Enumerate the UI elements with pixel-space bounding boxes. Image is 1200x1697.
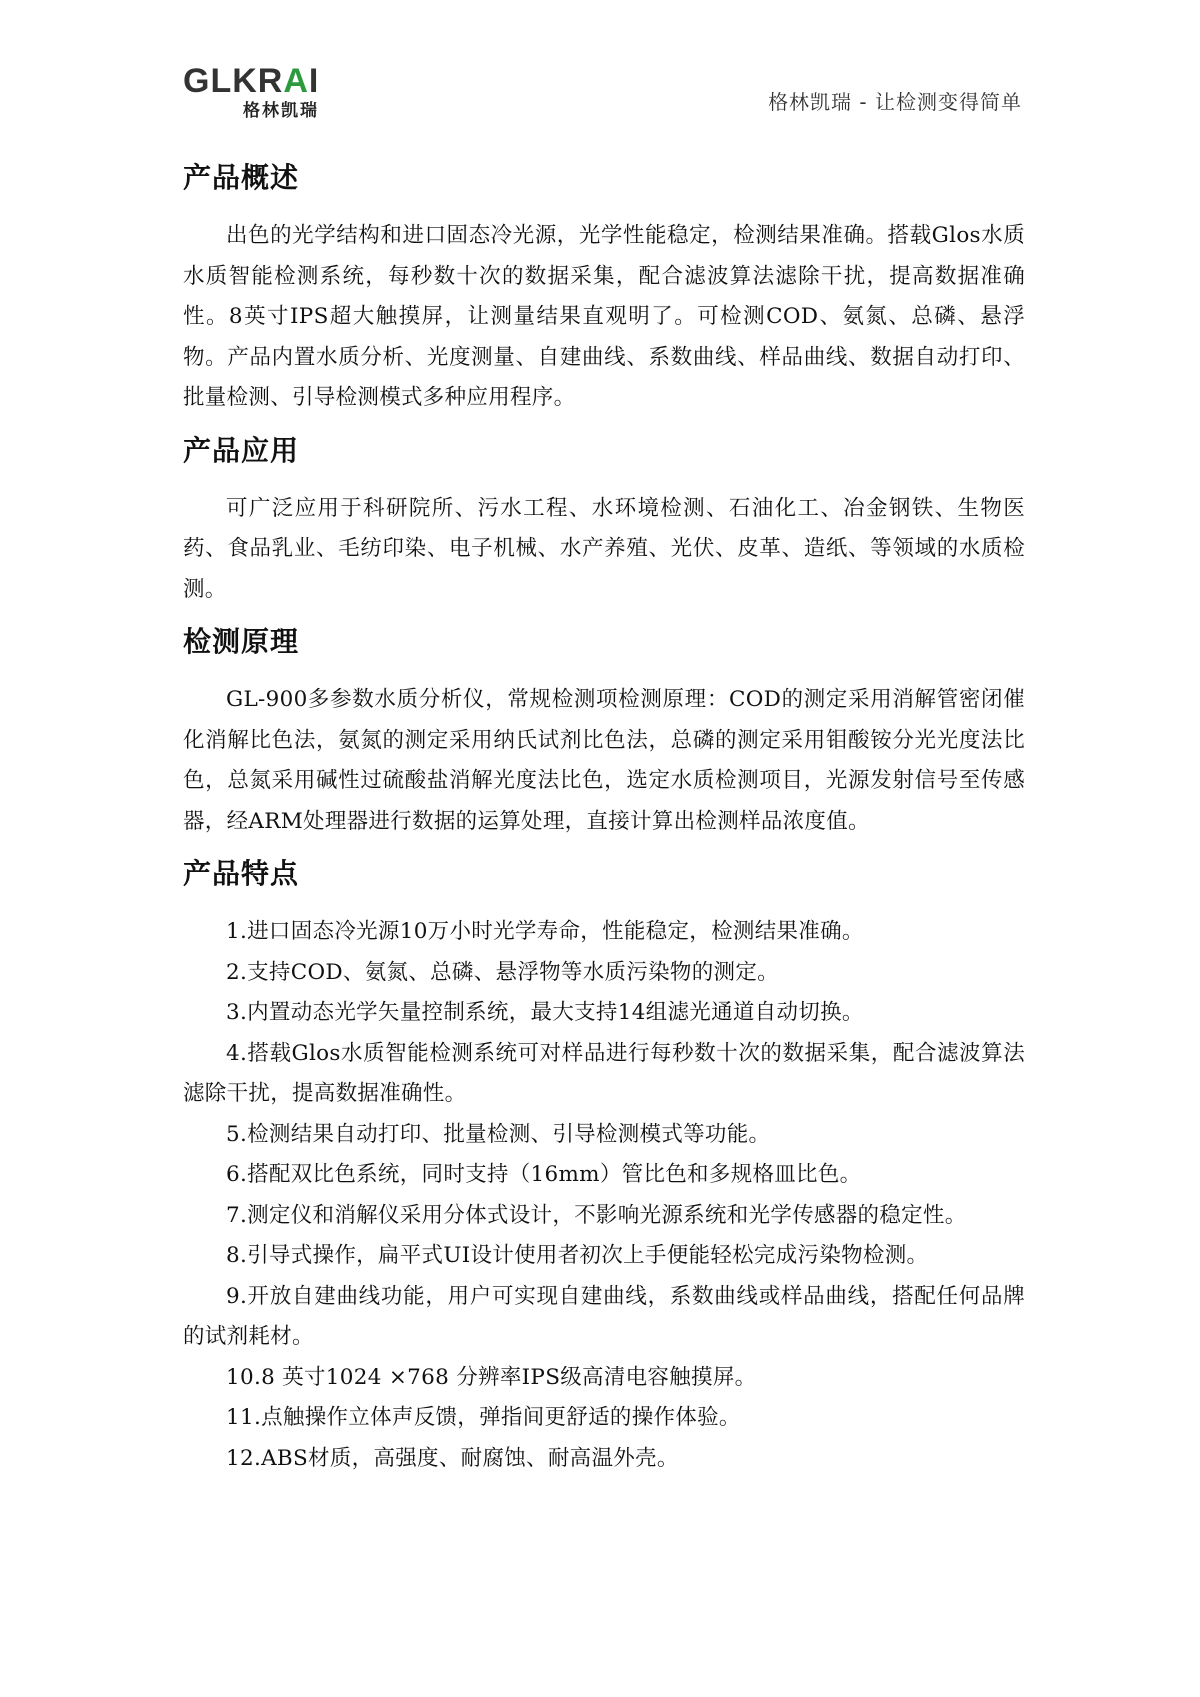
document-body	[183, 156, 1025, 1479]
section-title-overview: 产品概述	[183, 161, 300, 194]
feature-item: 11.点触操作立体声反馈，弹指间更舒适的操作体验。	[226, 1405, 741, 1430]
feature-item: 9.开放自建曲线功能，用户可实现自建曲线，系数曲线或样品曲线，搭配任何品牌的试剂耗材。	[183, 1283, 1025, 1349]
overview-paragraph: 出色的光学结构和进口固态冷光源，光学性能稳定，检测结果准确。搭载Glos水质水质智能检测系统，每秒数十次的数据采集，配合滤波算法滤除干扰，提高数据准确性。8英寸IPS超大触摸屏，让测量结果直观明了。可检测COD、氨氮、总磷、悬浮物。产品内置水质分析、光度测量、自建曲线、系数曲线、样品曲线、数据自动打印、批量检测、引导检测模式多种应用程序。	[183, 223, 1025, 410]
section-title-features: 产品特点	[183, 857, 300, 890]
feature-item: 1.进口固态冷光源10万小时光学寿命，性能稳定，检测结果准确。	[226, 919, 864, 944]
feature-item: 8.引导式操作，扁平式UI设计使用者初次上手便能轻松完成污染物检测。	[226, 1243, 929, 1268]
feature-item: 6.搭配双比色系统，同时支持（16mm）管比色和多规格皿比色。	[226, 1162, 862, 1187]
logo-chinese-name: 格林凯瑞	[243, 101, 319, 121]
logo-wordmark	[183, 62, 323, 100]
principle-paragraph: GL-900多参数水质分析仪，常规检测项检测原理：COD的测定采用消解管密闭催化消解比色法，氨氮的测定采用纳氏试剂比色法，总磷的测定采用钼酸铵分光光度法比色，总氮采用碱性过硫酸盐消解光度法比色，选定水质检测项目，光源发射信号至传感器，经ARM处理器进行数据的运算处理，直接计算出检测样品浓度值。	[183, 687, 1025, 834]
brand-logo	[183, 62, 323, 124]
feature-item: 4.搭载Glos水质智能检测系统可对样品进行每秒数十次的数据采集，配合滤波算法滤除干扰，提高数据准确性。	[183, 1040, 1025, 1106]
feature-item: 10.8 英寸1024 ×768 分辨率IPS级高清电容触摸屏。	[226, 1364, 757, 1390]
header-tagline: 格林凯瑞 - 让检测变得简单	[768, 90, 1022, 114]
feature-item: 5.检测结果自动打印、批量检测、引导检测模式等功能。	[226, 1121, 771, 1147]
feature-item: 12.ABS材质，高强度、耐腐蚀、耐高温外壳。	[226, 1445, 679, 1471]
logo-text-left: GLKR	[183, 62, 284, 100]
feature-item: 3.内置动态光学矢量控制系统，最大支持14组滤光通道自动切换。	[226, 1000, 864, 1025]
section-title-principle: 检测原理	[183, 625, 300, 658]
logo-text-right: I	[308, 62, 320, 100]
logo-text-accent: A	[283, 62, 309, 100]
section-title-application: 产品应用	[183, 433, 300, 467]
feature-item: 2.支持COD、氨氮、总磷、悬浮物等水质污染物的测定。	[226, 959, 779, 985]
feature-item: 7.测定仪和消解仪采用分体式设计，不影响光源系统和光学传感器的稳定性。	[226, 1202, 967, 1228]
application-paragraph: 可广泛应用于科研院所、污水工程、水环境检测、石油化工、冶金钢铁、生物医药、食品乳业、毛纺印染、电子机械、水产养殖、光伏、皮革、造纸、等领域的水质检测。	[183, 495, 1025, 602]
feature-list	[183, 912, 1025, 1479]
